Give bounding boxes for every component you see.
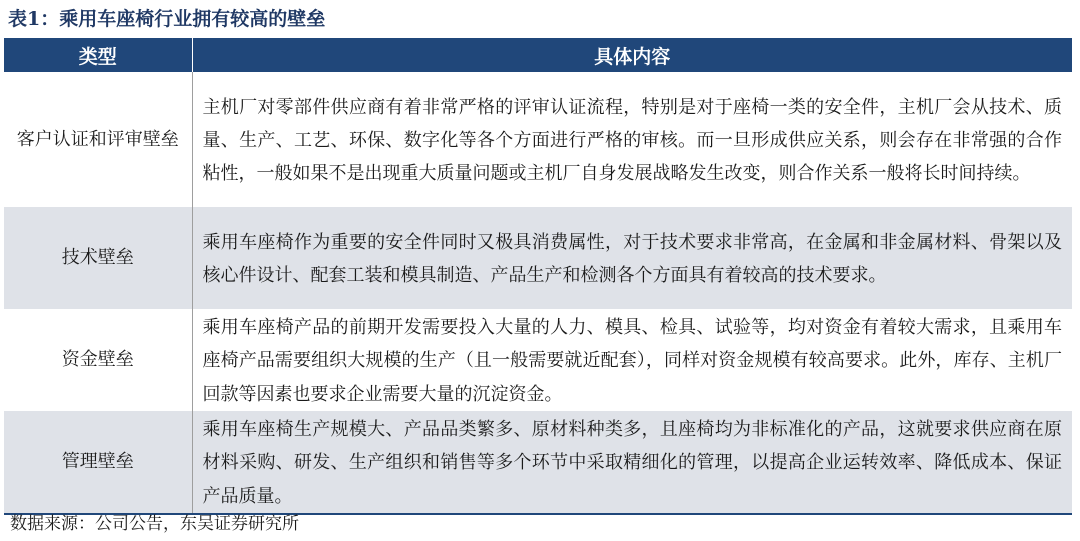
row-type-customer-certification: 客户认证和评审壁垒	[4, 72, 192, 207]
barriers-table	[4, 38, 1072, 515]
row-content-management: 乘用车座椅生产规模大、产品品类繁多、原材料种类多，且座椅均为非标准化的产品，这就要求供应商在原材料采购、研发、生产组织和销售等多个环节中采取精细化的管理，以提高企业运转效率、降低成本、保证产品质量。	[192, 411, 1072, 514]
header-type: 类型	[4, 38, 192, 72]
row-type-capital: 资金壁垒	[4, 309, 192, 411]
table-row	[4, 309, 1072, 411]
row-type-management: 管理壁垒	[4, 411, 192, 514]
table-title: 表1：乘用车座椅行业拥有较高的壁垒	[8, 8, 326, 30]
row-content-customer-certification: 主机厂对零部件供应商有着非常严格的评审认证流程，特别是对于座椅一类的安全件，主机厂会从技术、质量、生产、工艺、环保、数字化等各个方面进行严格的审核。而一旦形成供应关系，则会存在非常强的合作粘性，一般如果不是出现重大质量问题或主机厂自身发展战略发生改变，则合作关系一般将长时间持续。	[202, 96, 1062, 185]
table-header-row	[4, 38, 1072, 72]
table-row	[4, 207, 1072, 309]
row-type-technology: 技术壁垒	[4, 207, 192, 309]
table-row	[4, 411, 1072, 514]
row-content-technology: 乘用车座椅作为重要的安全件同时又极具消费属性，对于技术要求非常高，在金属和非金属材料、骨架以及核心件设计、配套工装和模具制造、产品生产和检测各个方面具有着较高的技术要求。	[192, 207, 1072, 309]
data-source-note: 数据来源：公司公告，东吴证券研究所	[10, 514, 299, 534]
row-content-capital: 乘用车座椅产品的前期开发需要投入大量的人力、模具、检具、试验等，均对资金有着较大需求，且乘用车座椅产品需要组织大规模的生产（且一般需要就近配套），同样对资金规模有较高要求。此外，库存、主机厂回款等因素也要求企业需要大量的沉淀资金。	[202, 317, 1062, 405]
table-row	[4, 72, 1072, 207]
header-content: 具体内容	[192, 38, 1072, 72]
